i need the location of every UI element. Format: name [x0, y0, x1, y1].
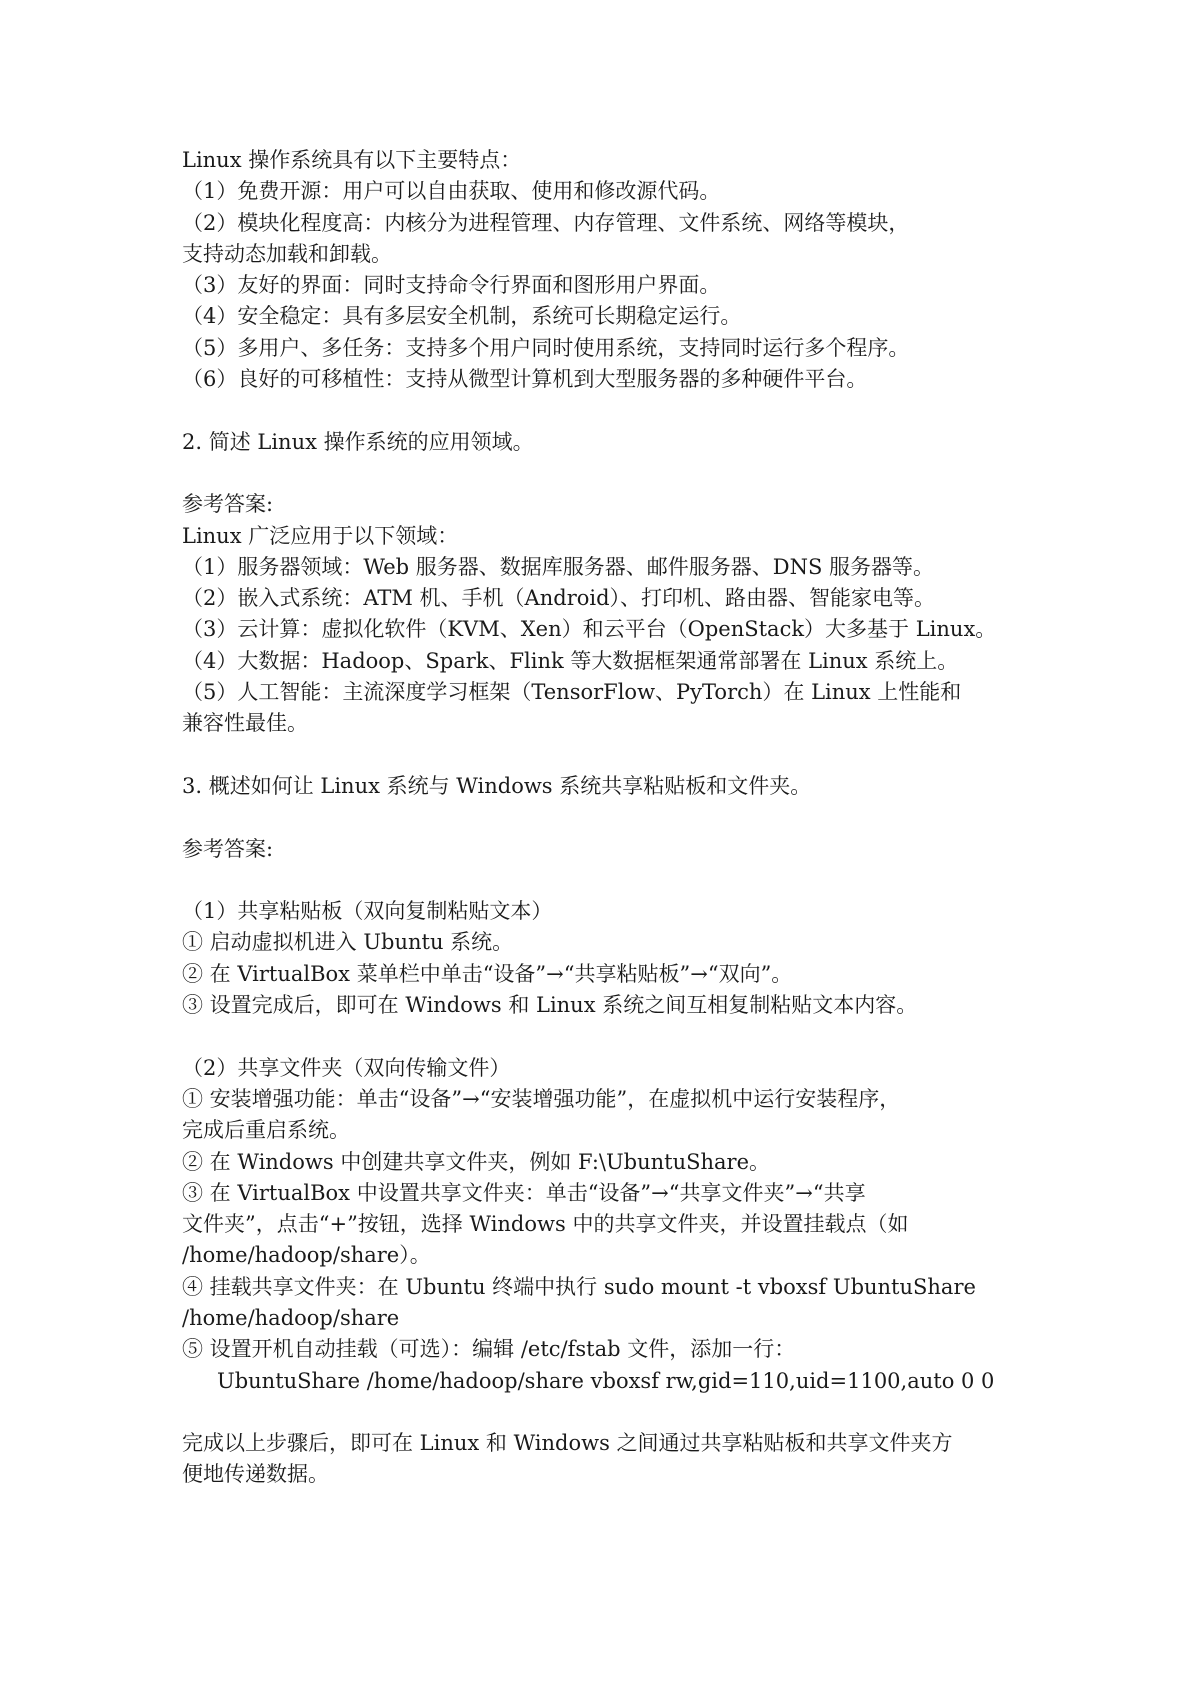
application-item: （3）云计算：虚拟化软件（KVM、Xen）和云平台（OpenStack）大多基于 Linux。 [182, 617, 997, 642]
folder-step: /home/hadoop/share）。 [182, 1243, 431, 1268]
blank-line [182, 740, 1022, 771]
question-2-title: 2. 简述 Linux 操作系统的应用领域。 [182, 429, 534, 454]
blank-line [182, 1397, 1022, 1428]
folder-heading: （2）共享文件夹（双向传输文件） [182, 1055, 511, 1080]
folder-step: ① 安装增强功能：单击“设备”→“安装增强功能”，在虚拟机中运行安装程序， [182, 1086, 901, 1111]
feature-item: （2）模块化程度高：内核分为进程管理、内存管理、文件系统、网络等模块， [182, 210, 910, 235]
application-item: （2）嵌入式系统：ATM 机、手机（Android）、打印机、路由器、智能家电等。 [182, 586, 936, 611]
feature-item: （6）良好的可移植性：支持从微型计算机到大型服务器的多种硬件平台。 [182, 367, 868, 392]
feature-item: （3）友好的界面：同时支持命令行界面和图形用户界面。 [182, 273, 721, 298]
folder-step: ④ 挂载共享文件夹：在 Ubuntu 终端中执行 sudo mount -t vboxsf UbuntuShare [182, 1274, 976, 1299]
application-item: （1）服务器领域：Web 服务器、数据库服务器、邮件服务器、DNS 服务器等。 [182, 554, 935, 579]
folder-step: 完成后重启系统。 [182, 1118, 350, 1143]
folder-step: ⑤ 设置开机自动挂载（可选）：编辑 /etc/fstab 文件，添加一行： [182, 1337, 796, 1362]
blank-line [182, 802, 1022, 833]
folder-step: /home/hadoop/share [182, 1305, 400, 1330]
clipboard-step: ① 启动虚拟机进入 Ubuntu 系统。 [182, 930, 514, 955]
features-intro: Linux 操作系统具有以下主要特点： [182, 148, 522, 172]
question-3-title: 3. 概述如何让 Linux 系统与 Windows 系统共享粘贴板和文件夹。 [182, 773, 812, 798]
answer-label: 参考答案: [182, 492, 274, 517]
folder-step: ③ 在 VirtualBox 中设置共享文件夹：单击“设备”→“共享文件夹”→“共享 [182, 1180, 866, 1205]
blank-line [182, 865, 1022, 896]
folder-step: ② 在 Windows 中创建共享文件夹，例如 F:\UbuntuShare。 [182, 1149, 771, 1174]
document-page [182, 145, 1022, 1491]
application-item: （5）人工智能：主流深度学习框架（TensorFlow、PyTorch）在 Linux 上性能和 [182, 680, 962, 705]
answer-label: 参考答案: [182, 836, 274, 861]
clipboard-step: ② 在 VirtualBox 菜单栏中单击“设备”→“共享粘贴板”→“双向”。 [182, 961, 793, 986]
feature-item: 支持动态加载和卸载。 [182, 241, 392, 266]
blank-line [182, 395, 1022, 426]
folder-step: 文件夹”，点击“+”按钮，选择 Windows 中的共享文件夹，并设置挂载点（如 [182, 1212, 909, 1237]
blank-line [182, 1021, 1022, 1052]
conclusion-text: 便地传递数据。 [182, 1462, 329, 1487]
feature-item: （1）免费开源：用户可以自由获取、使用和修改源代码。 [182, 179, 721, 204]
feature-item: （4）安全稳定：具有多层安全机制，系统可长期稳定运行。 [182, 304, 742, 329]
application-intro: Linux 广泛应用于以下领域： [182, 523, 459, 548]
blank-line [182, 458, 1022, 489]
application-item: 兼容性最佳。 [182, 711, 308, 736]
clipboard-heading: （1）共享粘贴板（双向复制粘贴文本） [182, 899, 553, 924]
conclusion-text: 完成以上步骤后，即可在 Linux 和 Windows 之间通过共享粘贴板和共享文件夹方 [182, 1431, 953, 1456]
fstab-line: UbuntuShare /home/hadoop/share vboxsf rw,gid=110,uid=1100,auto 0 0 [217, 1368, 995, 1393]
application-item: （4）大数据：Hadoop、Spark、Flink 等大数据框架通常部署在 Linux 系统上。 [182, 648, 959, 673]
clipboard-step: ③ 设置完成后，即可在 Windows 和 Linux 系统之间互相复制粘贴文本内容。 [182, 993, 918, 1018]
feature-item: （5）多用户、多任务：支持多个用户同时使用系统，支持同时运行多个程序。 [182, 335, 910, 360]
